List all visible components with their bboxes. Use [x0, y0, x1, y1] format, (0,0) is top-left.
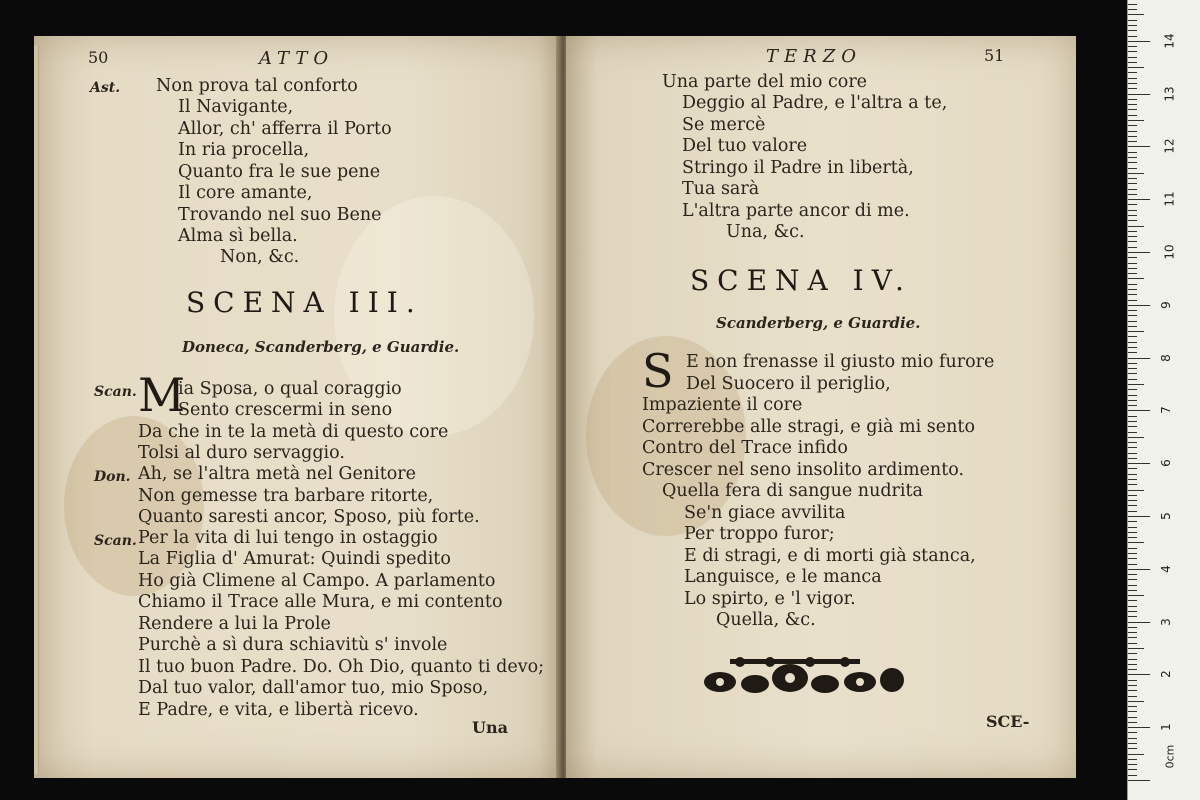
speaker-label: Ast.: [90, 80, 121, 96]
verse-line: ia Sposa, o qual coraggio: [178, 379, 402, 399]
ruler-tick: [1128, 363, 1137, 364]
drop-cap: S: [642, 344, 674, 398]
ruler-tick: [1128, 590, 1137, 591]
ruler-tick: [1128, 542, 1144, 543]
ruler-tick: [1128, 204, 1137, 205]
ruler-tick: [1128, 62, 1137, 63]
ruler-tick: [1128, 109, 1137, 110]
left-page: [34, 36, 560, 778]
verse-line: Il core amante,: [178, 183, 313, 203]
ruler-tick: [1128, 447, 1137, 448]
ruler-tick: [1128, 759, 1137, 760]
verse-line: Trovando nel suo Bene: [178, 205, 382, 225]
ruler-tick: [1128, 416, 1137, 417]
ruler-tick: [1128, 500, 1137, 501]
ruler-tick: [1128, 442, 1137, 443]
verse-line: Correrebbe alle stragi, e già mi sento: [642, 417, 975, 437]
verse-line: Impaziente il core: [642, 395, 803, 415]
scene-characters: Scanderberg, e Guardie.: [716, 314, 921, 332]
verse-line: Quella fera di sangue nudrita: [662, 481, 923, 501]
ruler-tick: [1128, 247, 1137, 248]
verse-line: Quanto fra le sue pene: [178, 162, 381, 182]
speaker-label: Don.: [94, 469, 131, 485]
ruler-tick: [1128, 347, 1137, 348]
ruler-tick: [1128, 490, 1144, 491]
verse-line: Per troppo furor;: [684, 524, 835, 544]
ruler-tick: [1128, 321, 1137, 322]
ruler-tick: [1128, 643, 1137, 644]
ruler-tick: [1128, 168, 1137, 169]
ruler-tick: [1128, 674, 1150, 675]
ruler-tick: [1128, 189, 1137, 190]
ruler-tick: [1128, 88, 1137, 89]
ruler-tick: [1128, 278, 1144, 279]
verse-line: Il Navigante,: [178, 97, 294, 117]
verse-line: E non frenasse il giusto mio furore: [686, 352, 995, 372]
ruler-label: 11: [1162, 191, 1177, 207]
ruler-tick: [1128, 764, 1137, 765]
ruler-tick: [1128, 564, 1137, 565]
drop-cap: M: [138, 368, 186, 422]
ruler-tick: [1128, 336, 1137, 337]
ruler-tick: [1128, 421, 1137, 422]
printers-ornament: [700, 654, 910, 698]
ruler-tick: [1128, 125, 1137, 126]
ruler-tick: [1128, 616, 1137, 617]
catchword: SCE-: [986, 712, 1030, 731]
ruler-tick: [1128, 41, 1150, 42]
ruler-tick: [1128, 468, 1137, 469]
verse-line: L'altra parte ancor di me.: [682, 201, 910, 221]
ruler-tick: [1128, 358, 1150, 359]
ruler-label: 12: [1162, 138, 1177, 155]
ruler-tick: [1128, 516, 1150, 517]
ruler-tick: [1128, 236, 1137, 237]
ruler-tick: [1128, 136, 1137, 137]
verse-line: Una parte del mio core: [662, 72, 868, 92]
ruler-tick: [1128, 9, 1137, 10]
ruler-tick: [1128, 183, 1137, 184]
ruler-tick: [1128, 780, 1150, 781]
ruler-tick: [1128, 67, 1144, 68]
ruler-tick: [1128, 722, 1137, 723]
verse-line: Sento crescermi in seno: [178, 400, 393, 420]
ruler-tick: [1128, 680, 1137, 681]
ruler-tick: [1128, 379, 1137, 380]
speaker-label: Scan.: [94, 384, 137, 400]
ruler-tick: [1128, 548, 1137, 549]
ruler-tick: [1128, 632, 1137, 633]
ruler-label: 14: [1162, 33, 1177, 49]
ruler-tick: [1128, 310, 1137, 311]
ruler-tick: [1128, 696, 1137, 697]
verse-line: Chiamo il Trace alle Mura, e mi contento: [138, 592, 503, 612]
verse-line: Alma sì bella.: [178, 226, 298, 246]
ruler-tick: [1128, 94, 1150, 95]
ruler-tick: [1128, 14, 1144, 15]
verse-line: Deggio al Padre, e l'altra a te,: [682, 93, 948, 113]
ruler-tick: [1128, 437, 1144, 438]
ruler-tick: [1128, 289, 1137, 290]
ruler-tick: [1128, 474, 1137, 475]
ruler-tick: [1128, 685, 1137, 686]
ruler-tick: [1128, 585, 1137, 586]
ruler-tick: [1128, 743, 1137, 744]
ruler-tick: [1128, 146, 1150, 147]
ruler-tick: [1128, 600, 1137, 601]
ruler-tick: [1128, 532, 1137, 533]
ruler-tick: [1128, 141, 1137, 142]
ruler-tick: [1128, 263, 1137, 264]
ruler-tick: [1128, 162, 1137, 163]
ruler-tick: [1128, 4, 1137, 5]
verse-line: Lo spirto, e 'l vigor.: [684, 589, 856, 609]
ruler-label: 7: [1158, 406, 1173, 415]
ruler-tick: [1128, 257, 1137, 258]
speaker-label: Scan.: [94, 533, 137, 549]
ruler-tick: [1128, 727, 1150, 728]
ruler-tick: [1128, 368, 1137, 369]
ruler-label: 1: [1158, 723, 1173, 732]
ruler-tick: [1128, 315, 1137, 316]
ruler-tick: [1128, 152, 1137, 153]
ruler-tick: [1128, 711, 1137, 712]
verse-line: Quanto saresti ancor, Sposo, più forte.: [138, 507, 480, 527]
ruler-tick: [1128, 157, 1137, 158]
ruler-tick: [1128, 115, 1137, 116]
verse-line: Non gemesse tra barbare ritorte,: [138, 486, 434, 506]
ruler-tick: [1128, 273, 1137, 274]
da-capo: Non, &c.: [220, 247, 300, 267]
ruler-tick: [1128, 352, 1137, 353]
ruler-tick: [1128, 400, 1137, 401]
ruler-tick: [1128, 717, 1137, 718]
ruler-tick: [1128, 579, 1137, 580]
ruler-tick: [1128, 373, 1137, 374]
verse-line: Stringo il Padre in libertà,: [682, 158, 914, 178]
ruler-tick: [1128, 405, 1137, 406]
scene-title: SCENA IV.: [690, 264, 912, 297]
ruler-tick: [1128, 51, 1137, 52]
ruler-tick: [1128, 231, 1137, 232]
ruler-tick: [1128, 527, 1137, 528]
ruler-tick: [1128, 458, 1137, 459]
verse-line: Per la vita di lui tengo in ostaggio: [138, 528, 438, 548]
verse-line: Contro del Trace infido: [642, 438, 848, 458]
da-capo: Una, &c.: [726, 222, 805, 242]
ruler-tick: [1128, 284, 1137, 285]
verse-line: Non prova tal conforto: [156, 76, 358, 96]
ruler-tick: [1128, 432, 1137, 433]
verse-line: Se mercè: [682, 115, 766, 135]
ruler-tick: [1128, 178, 1137, 179]
ruler-tick: [1128, 479, 1137, 480]
ruler-tick: [1128, 342, 1137, 343]
ruler-tick: [1128, 484, 1137, 485]
ruler-tick: [1128, 553, 1137, 554]
ruler-tick: [1128, 57, 1137, 58]
ruler-tick: [1128, 30, 1137, 31]
ruler-tick: [1128, 453, 1137, 454]
verse-line: Crescer nel seno insolito ardimento.: [642, 460, 965, 480]
ruler-tick: [1128, 569, 1150, 570]
ruler-tick: [1128, 220, 1137, 221]
ruler-tick: [1128, 622, 1150, 623]
verse-line: Allor, ch' afferra il Porto: [178, 119, 392, 139]
verse-line: E di stragi, e di morti già stanca,: [684, 546, 976, 566]
ruler-tick: [1128, 395, 1137, 396]
ruler-tick: [1128, 25, 1137, 26]
ruler-tick: [1128, 537, 1137, 538]
ruler-tick: [1128, 495, 1137, 496]
ruler-unit: 0cm: [1163, 744, 1177, 769]
ruler-tick: [1128, 78, 1137, 79]
verse-line: Languisce, e le manca: [684, 567, 882, 587]
ruler-label: 3: [1158, 617, 1173, 626]
ruler-tick: [1128, 83, 1137, 84]
verse-line: Ah, se l'altra metà nel Genitore: [138, 464, 417, 484]
ruler-tick: [1128, 595, 1144, 596]
ruler-tick: [1128, 558, 1137, 559]
ruler-label: 10: [1162, 244, 1177, 260]
ruler-tick: [1128, 194, 1137, 195]
verse-line: Del Suocero il periglio,: [686, 374, 891, 394]
open-book: [34, 36, 1076, 778]
ruler-label: 2: [1158, 670, 1173, 679]
ruler-tick: [1128, 627, 1137, 628]
ruler-tick: [1128, 131, 1137, 132]
ruler-tick: [1128, 46, 1137, 47]
ruler-tick: [1128, 690, 1137, 691]
ruler-tick: [1128, 252, 1150, 253]
ruler-tick: [1128, 653, 1137, 654]
ruler-tick: [1128, 574, 1137, 575]
ruler-tick: [1128, 505, 1137, 506]
ruler-tick: [1128, 410, 1150, 411]
catchword: Una: [472, 718, 508, 737]
ruler-tick: [1128, 511, 1137, 512]
page-number: 51: [984, 46, 1005, 65]
verse-line: Tua sarà: [682, 179, 760, 199]
ruler-tick: [1128, 637, 1137, 638]
ruler-tick: [1128, 738, 1137, 739]
ruler-tick: [1128, 215, 1137, 216]
scene-title: SCENA III.: [186, 286, 423, 319]
ruler-tick: [1128, 210, 1137, 211]
measurement-ruler: [1127, 0, 1200, 800]
ruler-label: 6: [1158, 459, 1173, 468]
page-edges: [34, 46, 39, 774]
da-capo: Quella, &c.: [716, 610, 816, 630]
verse-line: Del tuo valore: [682, 136, 808, 156]
ruler-tick: [1128, 36, 1137, 37]
ruler-tick: [1128, 659, 1137, 660]
ruler-tick: [1128, 521, 1137, 522]
running-head: ATTO: [259, 48, 335, 69]
verse-line: La Figlia d' Amurat: Quindi spedito: [138, 549, 451, 569]
verse-line: Dal tuo valor, dall'amor tuo, mio Sposo,: [138, 678, 489, 698]
verse-line: Se'n giace avvilita: [684, 503, 846, 523]
verse-line: E Padre, e vita, e libertà ricevo.: [138, 700, 419, 720]
ruler-tick: [1128, 754, 1144, 755]
ruler-tick: [1128, 732, 1137, 733]
ruler-tick: [1128, 305, 1150, 306]
scene-characters: Doneca, Scanderberg, e Guardie.: [182, 338, 460, 356]
ruler-tick: [1128, 389, 1137, 390]
ruler-tick: [1128, 669, 1137, 670]
ruler-tick: [1128, 463, 1150, 464]
ruler-label: 9: [1158, 300, 1173, 309]
ruler-tick: [1128, 384, 1144, 385]
ruler-tick: [1128, 104, 1137, 105]
ruler-tick: [1128, 241, 1137, 242]
verse-line: Ho già Climene al Campo. A parlamento: [138, 571, 496, 591]
ruler-tick: [1128, 173, 1144, 174]
ruler-tick: [1128, 748, 1137, 749]
ruler-tick: [1128, 769, 1137, 770]
ruler-label: 8: [1158, 353, 1173, 362]
ruler-tick: [1128, 775, 1137, 776]
ruler-label: 4: [1158, 564, 1173, 573]
ruler-tick: [1128, 268, 1137, 269]
ruler-label: 13: [1162, 85, 1177, 102]
verse-line: Tolsi al duro servaggio.: [138, 443, 345, 463]
ruler-tick: [1128, 294, 1137, 295]
ruler-tick: [1128, 326, 1137, 327]
ruler-tick: [1128, 199, 1150, 200]
ruler-tick: [1128, 331, 1144, 332]
ruler-tick: [1128, 664, 1137, 665]
ruler-tick: [1128, 120, 1144, 121]
page-number: 50: [88, 48, 109, 67]
ruler-tick: [1128, 611, 1137, 612]
ruler-tick: [1128, 226, 1144, 227]
ruler-tick: [1128, 706, 1137, 707]
ruler-tick: [1128, 606, 1137, 607]
ruler-tick: [1128, 701, 1144, 702]
running-head: TERZO: [766, 46, 862, 67]
verse-line: Il tuo buon Padre. Do. Oh Dio, quanto ti devo;: [138, 657, 545, 677]
verse-line: Purchè a sì dura schiavitù s' invole: [138, 635, 448, 655]
verse-line: Rendere a lui la Prole: [138, 614, 331, 634]
ruler-tick: [1128, 426, 1137, 427]
ruler-tick: [1128, 300, 1137, 301]
verse-line: Da che in te la metà di questo core: [138, 422, 449, 442]
ruler-tick: [1128, 99, 1137, 100]
ruler-tick: [1128, 648, 1144, 649]
ruler-label: 5: [1158, 512, 1173, 520]
ruler-tick: [1128, 72, 1137, 73]
verse-line: In ria procella,: [178, 140, 310, 160]
ruler-tick: [1128, 20, 1137, 21]
